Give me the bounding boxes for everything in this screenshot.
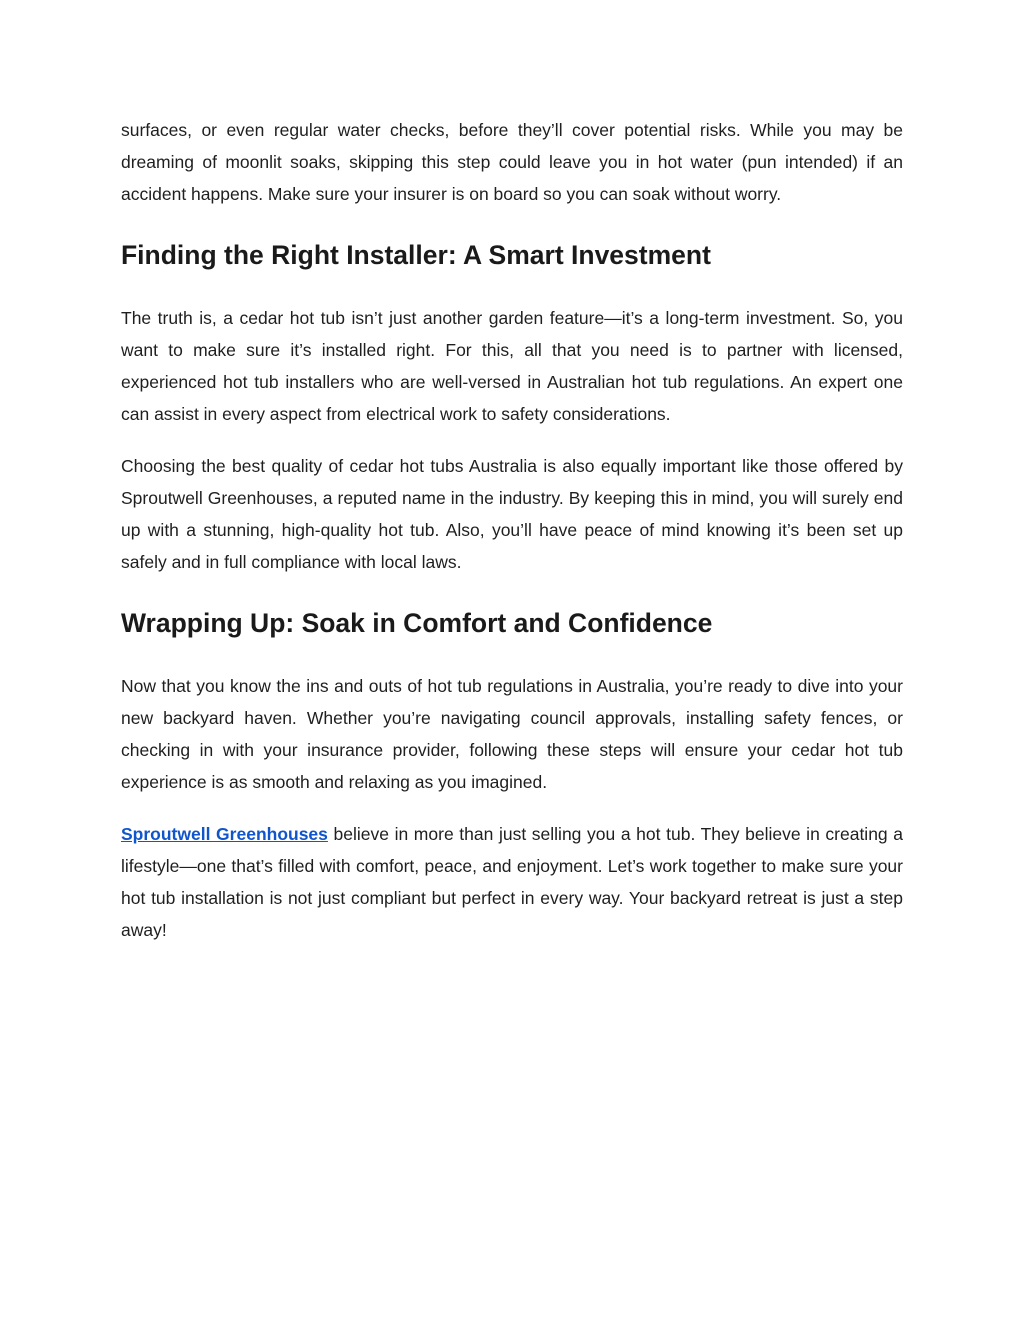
wrapping-paragraph-2-text: believe in more than just selling you a hot tub. They believe in creating a lifestyle—one that’s filled with comfort, peace, and enjoyment. Let’s work together to make sure your hot tub installation is not just compliant but perfect in every way. Your backyard retreat is just a step away! — [121, 824, 904, 940]
sproutwell-greenhouses-link[interactable]: Sproutwell Greenhouses — [121, 824, 328, 844]
wrapping-paragraph-2 — [121, 818, 903, 946]
section-heading-installer: Finding the Right Installer: A Smart Investment — [121, 240, 711, 270]
section-heading-wrapping-up: Wrapping Up: Soak in Comfort and Confidence — [121, 608, 713, 638]
installer-paragraph-1: The truth is, a cedar hot tub isn’t just another garden feature—it’s a long-term investment. So, you want to make sure it’s installed right. For this, all that you need is to partner with licensed, experienced hot tub installers who are well-versed in Australian hot tub regulations. An expert one can assist in every aspect from electrical work to safety considerations. — [121, 308, 903, 424]
installer-paragraph-2: Choosing the best quality of cedar hot tubs Australia is also equally important like those offered by Sproutwell Greenhouses, a reputed name in the industry. By keeping this in mind, you will surely end up with a stunning, high-quality hot tub. Also, you’ll have peace of mind knowing it’s been set up safely and in full compliance with local laws. — [121, 456, 903, 572]
wrapping-paragraph-1: Now that you know the ins and outs of hot tub regulations in Australia, you’re ready to dive into your new backyard haven. Whether you’re navigating council approvals, installing safety fences, or checking in with your insurance provider, following these steps will ensure your cedar hot tub experience is as smooth and relaxing as you imagined. — [121, 676, 903, 792]
document-page — [121, 114, 903, 946]
intro-paragraph: surfaces, or even regular water checks, before they’ll cover potential risks. While you may be dreaming of moonlit soaks, skipping this step could leave you in hot water (pun intended) if an accident happens. Make sure your insurer is on board so you can soak without worry. — [121, 120, 903, 204]
